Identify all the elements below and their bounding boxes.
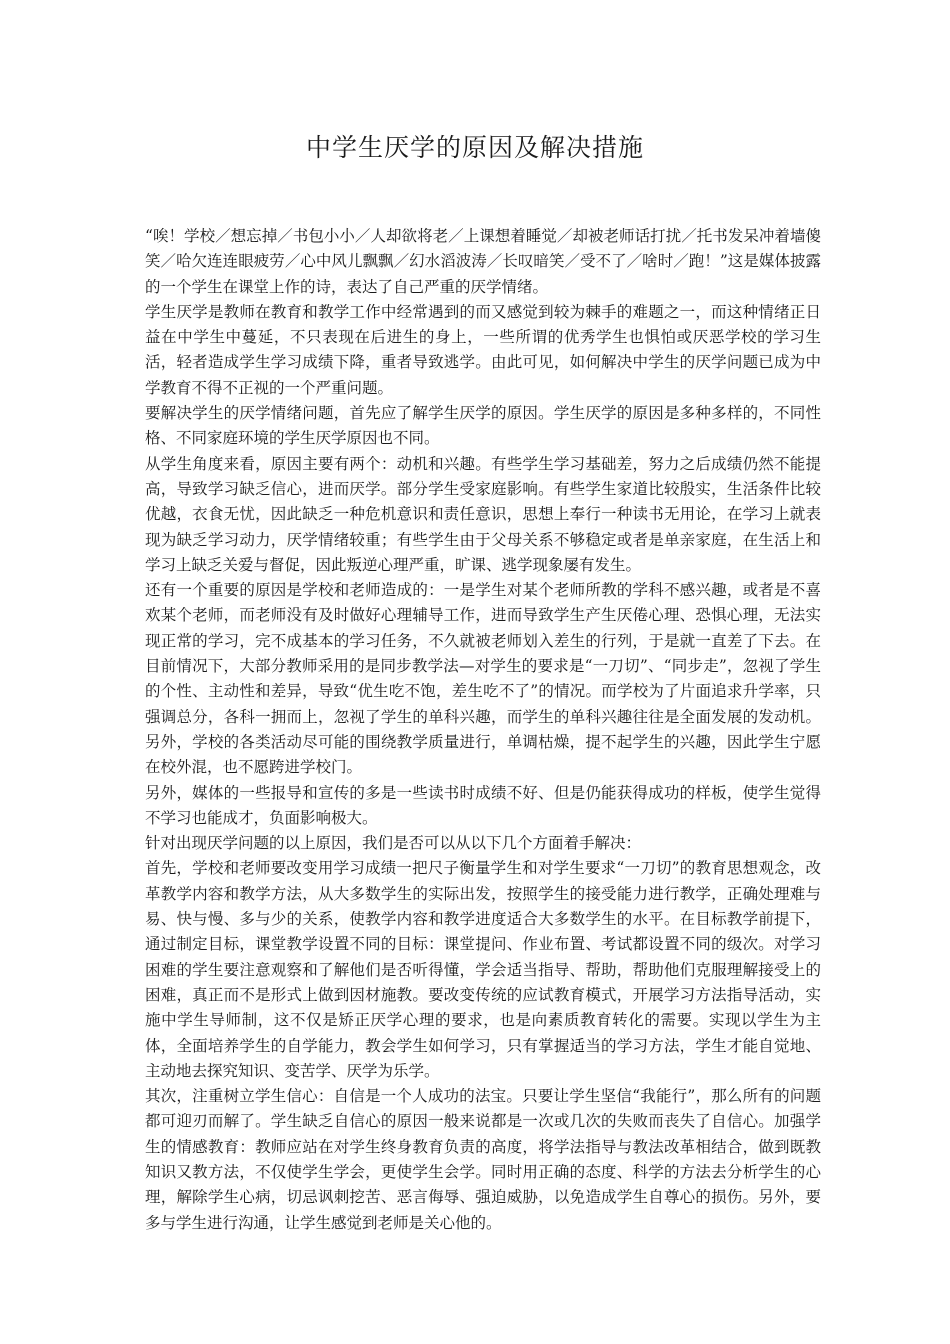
paragraph-solution-second: 其次，注重树立学生信心：自信是一个人成功的法宝。只要让学生坚信“我能行”，那么所有的问题都可迎刃而解了。学生缺乏自信心的原因一般来说都是一次或几次的失败而丧失了自信心。加强学生的情感教育：教师应站在对学生终身教育负责的高度，将学法指导与教法改革相结合，做到既教知识又教方法，不仅使学生学会，更使学生会学。同时用正确的态度、科学的方法去分析学生的心理，解除学生心病，切忌讽刺挖苦、恶言侮辱、强迫威胁，以免造成学生自尊心的损伤。另外，要多与学生进行沟通，让学生感觉到老师是关心他的。 (145, 1087, 821, 1232)
paragraph-understand-causes: 要解决学生的厌学情绪问题，首先应了解学生厌学的原因。学生厌学的原因是多种多样的，不同性格、不同家庭环境的学生厌学原因也不同。 (145, 404, 821, 448)
paragraph-poem-intro: “唉！学校／想忘掉／书包小小／人却欲将老／上课想着睡觉／却被老师话打扰／托书发呆冲着墙傻笑／哈欠连连眼疲劳／心中风儿飘飘／幻水滔波涛／长叹暗笑／受不了／啥时／跑！”这是媒体披露的一个学生在课堂上作的诗，表达了自己严重的厌学情绪。 (145, 227, 821, 296)
document-title: 中学生厌学的原因及解决措施 (305, 133, 644, 162)
paragraph-solutions-intro: 针对出现厌学问题的以上原因，我们是否可以从以下几个方面着手解决： (145, 834, 642, 853)
paragraph-student-causes: 从学生角度来看，原因主要有两个：动机和兴趣。有些学生学习基础差，努力之后成绩仍然不能提高，导致学习缺乏信心，进而厌学。部分学生受家庭影响。有些学生家道比较殷实，生活条件比较优越，衣食无忧，因此缺乏一种危机意识和责任意识，思想上奉行一种读书无用论，在学习上就表现为缺乏学习动力，厌学情绪较重；有些学生由于父母关系不够稳定或者是单亲家庭，在生活上和学习上缺乏关爱与督促，因此叛逆心理严重，旷课、逃学现象屡有发生。 (145, 454, 821, 574)
paragraph-media-influence: 另外，媒体的一些报导和宣传的多是一些读书时成绩不好、但是仍能获得成功的样板，使学生觉得不学习也能成才，负面影响极大。 (145, 783, 821, 827)
paragraph-problem-statement: 学生厌学是教师在教育和教学工作中经常遇到的而又感觉到较为棘手的难题之一，而这种情绪正日益在中学生中蔓延，不只表现在后进生的身上，一些所谓的优秀学生也惧怕或厌恶学校的学习生活，轻者造成学生学习成绩下降，重者导致逃学。由此可见，如何解决中学生的厌学问题已成为中学教育不得不正视的一个严重问题。 (145, 302, 821, 397)
document-body (145, 224, 821, 1236)
paragraph-school-teacher-causes: 还有一个重要的原因是学校和老师造成的：一是学生对某个老师所教的学科不感兴趣，或者是不喜欢某个老师，而老师没有及时做好心理辅导工作，进而导致学生产生厌倦心理、恐惧心理，无法实现正常的学习，完不成基本的学习任务，不久就被老师划入差生的行列，于是就一直差了下去。在目前情况下，大部分教师采用的是同步教学法—对学生的要求是“一刀切”、“同步走”，忽视了学生的个性、主动性和差异，导致“优生吃不饱，差生吃不了”的情况。而学校为了片面追求升学率，只强调总分，各科一拥而上，忽视了学生的单科兴趣，而学生的单科兴趣往往是全面发展的发动机。另外，学校的各类活动尽可能的围绕教学质量进行，单调枯燥，提不起学生的兴趣，因此学生宁愿在校外混，也不愿跨进学校门。 (145, 581, 821, 777)
paragraph-solution-first: 首先，学校和老师要改变用学习成绩一把尺子衡量学生和对学生要求“一刀切”的教育思想观念，改革教学内容和教学方法，从大多数学生的实际出发，按照学生的接受能力进行教学，正确处理难与易、快与慢、多与少的关系，使教学内容和教学进度适合大多数学生的水平。在目标教学前提下，通过制定目标，课堂教学设置不同的目标：课堂提问、作业布置、考试都设置不同的级次。对学习困难的学生要注意观察和了解他们是否听得懂，学会适当指导、帮助，帮助他们克服理解接受上的困难，真正而不是形式上做到因材施教。要改变传统的应试教育模式，开展学习方法指导活动，实施中学生导师制，这不仅是矫正厌学心理的要求，也是向素质教育转化的需要。实现以学生为主体，全面培养学生的自学能力，教会学生如何学习，只有掌握适当的学习方法，学生才能自觉地、主动地去探究知识、变苦学、厌学为乐学。 (145, 859, 821, 1080)
